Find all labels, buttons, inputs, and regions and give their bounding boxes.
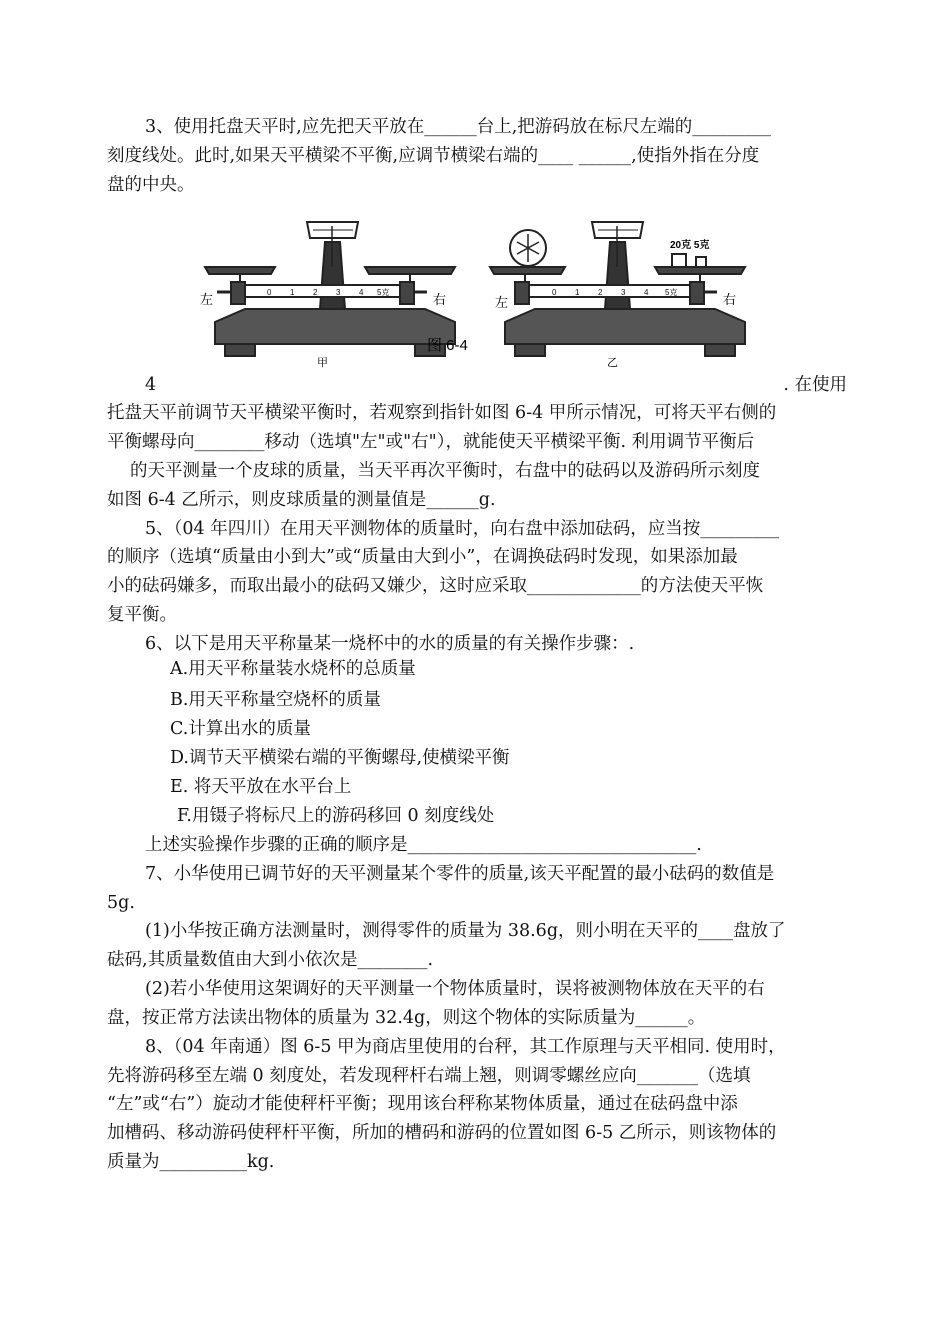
scale-tick-2: 2: [598, 288, 603, 297]
tick-3: 3: [336, 288, 341, 297]
q6-step-e: E. 将天平放在水平台上: [170, 777, 352, 797]
tick-1: 1: [290, 288, 295, 297]
q7-line2: 5g.: [107, 893, 135, 913]
q7-part2-line1: (2)若小华使用这架调好的天平测量一个物体质量时，误将被测物体放在天平的右: [145, 979, 765, 999]
q3-line1: 3、使用托盘天平时,应先把天平放在______台上,把游码放在标尺左端的_________: [145, 117, 772, 137]
q6-step-c: C.计算出水的质量: [170, 719, 311, 739]
scale-tick-3: 3: [621, 288, 626, 297]
q7-part2-line2: 盘，按正常方法读出物体的质量为 32.4g，则这个物体的实际质量为______。: [107, 1008, 706, 1028]
figure-caption: 图 6-4: [427, 337, 468, 354]
scale-tick-4: 4: [644, 288, 649, 297]
q4-tail: . 在使用: [783, 375, 847, 395]
q4-line4: 的天平测量一个皮球的质量，当天平再次平衡时，右盘中的砝码以及游码所示刻度: [130, 461, 760, 481]
q4-line1: [145, 371, 847, 400]
scale-tick-0: 0: [552, 288, 557, 297]
q6-intro: 6、以下是用天平称量某一烧杯中的水的质量的有关操作步骤：.: [145, 634, 635, 654]
q8-line5: 质量为__________kg.: [107, 1152, 275, 1172]
q4-num: 4: [145, 375, 157, 395]
jia-right-label: 右: [433, 292, 447, 307]
q6-step-a: A.用天平称量装水烧杯的总质量: [170, 659, 416, 679]
yi-right-label: 右: [723, 292, 737, 307]
q7-part1-line2: 砝码,其质量数值由大到小依次是________.: [107, 950, 434, 970]
q8-line3: “左”或“右”）旋动才能使秤杆平衡；现用该台秤称某物体质量，通过在砝码盘中添: [107, 1094, 738, 1114]
yi-weights-label: 20克 5克: [670, 240, 710, 251]
q3-line2: 刻度线处。此时,如果天平横梁不平衡,应调节横梁右端的____ ______,使指外指在分度: [107, 146, 760, 166]
q6-answer: 上述实验操作步骤的正确的顺序是_________________________________.: [145, 835, 702, 855]
q4-line2: 托盘天平前调节天平横梁平衡时，若观察到指针如图 6-4 甲所示情况，可将天平右侧的: [107, 403, 777, 423]
q7-part1-line1: (1)小华按正确方法测量时，测得零件的质量为 38.6g，则小明在天平的____盘放了: [145, 921, 786, 941]
q7-line1: 7、小华使用已调节好的天平测量某个零件的质量,该天平配置的最小砝码的数值是: [145, 864, 775, 884]
scale-tick-1: 1: [575, 288, 580, 297]
q8-line2: 先将游码移至左端 0 刻度处，若发现秤杆右端上翘，则调零螺丝应向_______（选填: [107, 1066, 751, 1086]
balance-jia: [205, 222, 455, 356]
q3-line3: 盘的中央。: [107, 175, 195, 195]
q5-line3: 小的砝码嫌多，而取出最小的砝码又嫌少，这时应采取_____________的方法使天平恢: [107, 576, 764, 596]
balance-figure-6-4: [195, 212, 755, 372]
q4-line3: 平衡螺母向________移动（选填"左"或"右"），就能使天平横梁平衡. 利用调节平衡后: [107, 432, 755, 452]
q5-line4: 复平衡。: [107, 605, 177, 625]
q5-line1: 5、（04 年四川）在用天平测物体的质量时，向右盘中添加砝码，应当按_________: [145, 519, 779, 539]
q6-step-f: F.用镊子将标尺上的游码移回 0 刻度线处: [177, 806, 495, 826]
scale-tick-5: 5克: [665, 288, 678, 297]
q4-line5: 如图 6-4 乙所示，则皮球质量的测量值是______g.: [107, 490, 496, 510]
yi-sub-label: 乙: [607, 357, 618, 369]
jia-sub-label: 甲: [317, 357, 328, 369]
q6-step-d: D.调节天平横梁右端的平衡螺母,使横梁平衡: [170, 748, 510, 768]
q6-step-b: B.用天平称量空烧杯的质量: [170, 690, 381, 710]
tick-5: 5克: [377, 288, 390, 297]
q8-line1: 8、（04 年南通）图 6-5 甲为商店里使用的台秤，其工作原理与天平相同. 使用时，: [145, 1037, 786, 1057]
yi-left-label: 左: [495, 295, 509, 310]
q5-line2: 的顺序（选填“质量由小到大”或“质量由大到小”，在调换砝码时发现，如果添加最: [107, 547, 738, 567]
q8-line4: 加槽码、移动游码使秤杆平衡，所加的槽码和游码的位置如图 6-5 乙所示，则该物体的: [107, 1123, 777, 1143]
jia-left-label: 左: [200, 292, 214, 307]
tick-0: 0: [267, 288, 272, 297]
tick-4: 4: [359, 288, 364, 297]
tick-2: 2: [313, 288, 318, 297]
